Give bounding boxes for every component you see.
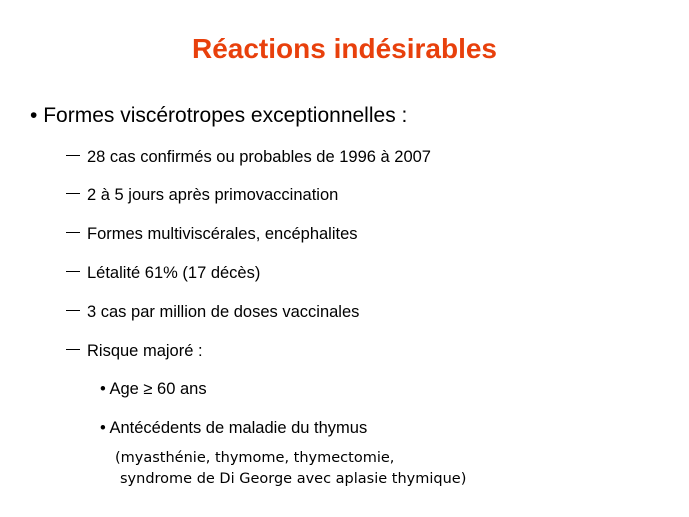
list-item — [66, 226, 358, 243]
dash-marker — [66, 232, 80, 233]
dash-marker — [66, 271, 80, 272]
list-item — [66, 343, 203, 360]
list-item — [66, 265, 260, 282]
main-bullet — [30, 105, 407, 126]
list-item — [66, 149, 431, 166]
dash-marker — [66, 349, 80, 350]
dash-marker — [66, 310, 80, 311]
note-line: syndrome de Di George avec aplasie thymique) — [120, 471, 467, 487]
bullet-marker: • — [100, 419, 106, 437]
list-item — [66, 304, 359, 321]
list-item-text: Létalité 61% (17 décès) — [87, 264, 261, 282]
list-item-text: 2 à 5 jours après primovaccination — [87, 186, 339, 204]
sub-list-item — [100, 381, 207, 398]
list-item-text: 28 cas confirmés ou probables de 1996 à 2007 — [87, 148, 431, 166]
sub-list-item — [100, 420, 367, 437]
list-item-text: Risque majoré : — [87, 342, 203, 360]
dash-marker — [66, 193, 80, 194]
bullet-marker: • — [30, 104, 38, 127]
bullet-marker: • — [100, 380, 106, 398]
slide-title: Réactions indésirables — [191, 33, 497, 64]
list-item — [66, 187, 338, 204]
main-bullet-text: Formes viscérotropes exceptionnelles : — [43, 104, 408, 127]
list-item-text: Formes multiviscérales, encéphalites — [87, 225, 358, 243]
dash-marker — [66, 155, 80, 156]
sub-list-item-text: Age ≥ 60 ans — [109, 380, 207, 398]
list-item-text: 3 cas par million de doses vaccinales — [87, 303, 360, 321]
note-line: (myasthénie, thymome, thymectomie, — [115, 450, 395, 466]
sub-list-item-text: Antécédents de maladie du thymus — [109, 419, 368, 437]
